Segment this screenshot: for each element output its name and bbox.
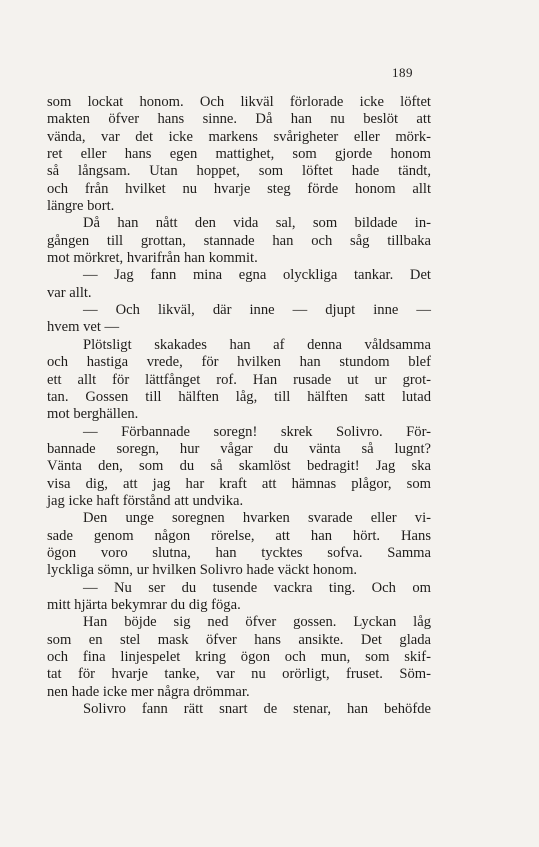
text-line: ögon voro slutna, han tycktes sofva. Samma bbox=[47, 544, 431, 561]
text-line: Vänta den, som du så skamlöst bedragit! Jag ska bbox=[47, 458, 431, 475]
text-line: lyckliga sömn, ur hvilken Solivro hade väckt honom. bbox=[47, 562, 358, 579]
text-line: tan. Gossen till hälften låg, till hälften satt lutad bbox=[47, 388, 431, 405]
text-line: — Nu ser du tusende vackra ting. Och om bbox=[83, 579, 431, 596]
text-line: mot berghällen. bbox=[47, 406, 139, 423]
text-line: — Jag fann mina egna olyckliga tankar. Det bbox=[83, 267, 431, 284]
text-line: Han böjde sig ned öfver gossen. Lyckan låg bbox=[83, 614, 431, 631]
text-line: visa dig, att jag har kraft att hämnas plågor, som bbox=[47, 475, 431, 492]
text-line: Den unge soregnen hvarken svarade eller vi- bbox=[83, 510, 431, 527]
text-line: och hastiga vrede, för hvilken han stundom blef bbox=[47, 354, 431, 371]
text-line: — Förbannade soregn! skrek Solivro. För- bbox=[83, 423, 431, 440]
body-text bbox=[47, 94, 431, 718]
text-line: makten öfver hans sinne. Då han nu beslöt att bbox=[47, 111, 431, 128]
text-line: som lockat honom. Och likväl förlorade icke löftet bbox=[47, 94, 431, 110]
text-line: Då han nått den vida sal, som bildade in- bbox=[83, 215, 431, 232]
text-line: ett allt för lättfånget rof. Han rusade ut ur grot- bbox=[47, 371, 431, 388]
text-line: tat för hvarje tanke, var nu orörligt, fruset. Söm- bbox=[47, 666, 431, 683]
text-line: mitt hjärta bekymrar du dig föga. bbox=[47, 596, 241, 613]
text-line: längre bort. bbox=[47, 198, 115, 215]
text-line: mot mörkret, hvarifrån han kommit. bbox=[47, 250, 258, 267]
text-line: och från hvilket nu hvarje steg förde honom allt bbox=[47, 180, 431, 197]
text-line: gången till grottan, stannade han och såg tillbaka bbox=[47, 232, 431, 249]
text-line: och fina linjespelet kring ögon och mun, som skif- bbox=[47, 649, 431, 665]
text-line: som en stel mask öfver hans ansikte. Det glada bbox=[47, 631, 431, 648]
text-line: ret eller hans egen mattighet, som gjorde honom bbox=[47, 146, 431, 163]
page-number: 189 bbox=[392, 65, 413, 80]
text-line: vända, var det icke markens svårigheter eller mörk- bbox=[47, 128, 431, 145]
text-line: nen hade icke mer några drömmar. bbox=[47, 683, 250, 700]
text-line: bannade soregn, hur vågar du vänta så lugnt? bbox=[47, 440, 431, 457]
text-line: Plötsligt skakades han af denna våldsamma bbox=[83, 336, 431, 353]
text-line: — Och likväl, där inne — djupt inne — bbox=[83, 302, 431, 319]
text-line: hvem vet — bbox=[47, 319, 120, 336]
text-line: sade genom någon rörelse, att han hört. Hans bbox=[47, 527, 431, 544]
text-line: så långsam. Utan hoppet, som löftet hade tändt, bbox=[47, 163, 431, 180]
text-line: Solivro fann rätt snart de stenar, han behöfde bbox=[83, 701, 431, 718]
text-line: jag icke haft förstånd att undvika. bbox=[47, 492, 244, 509]
text-line: var allt. bbox=[47, 284, 92, 301]
